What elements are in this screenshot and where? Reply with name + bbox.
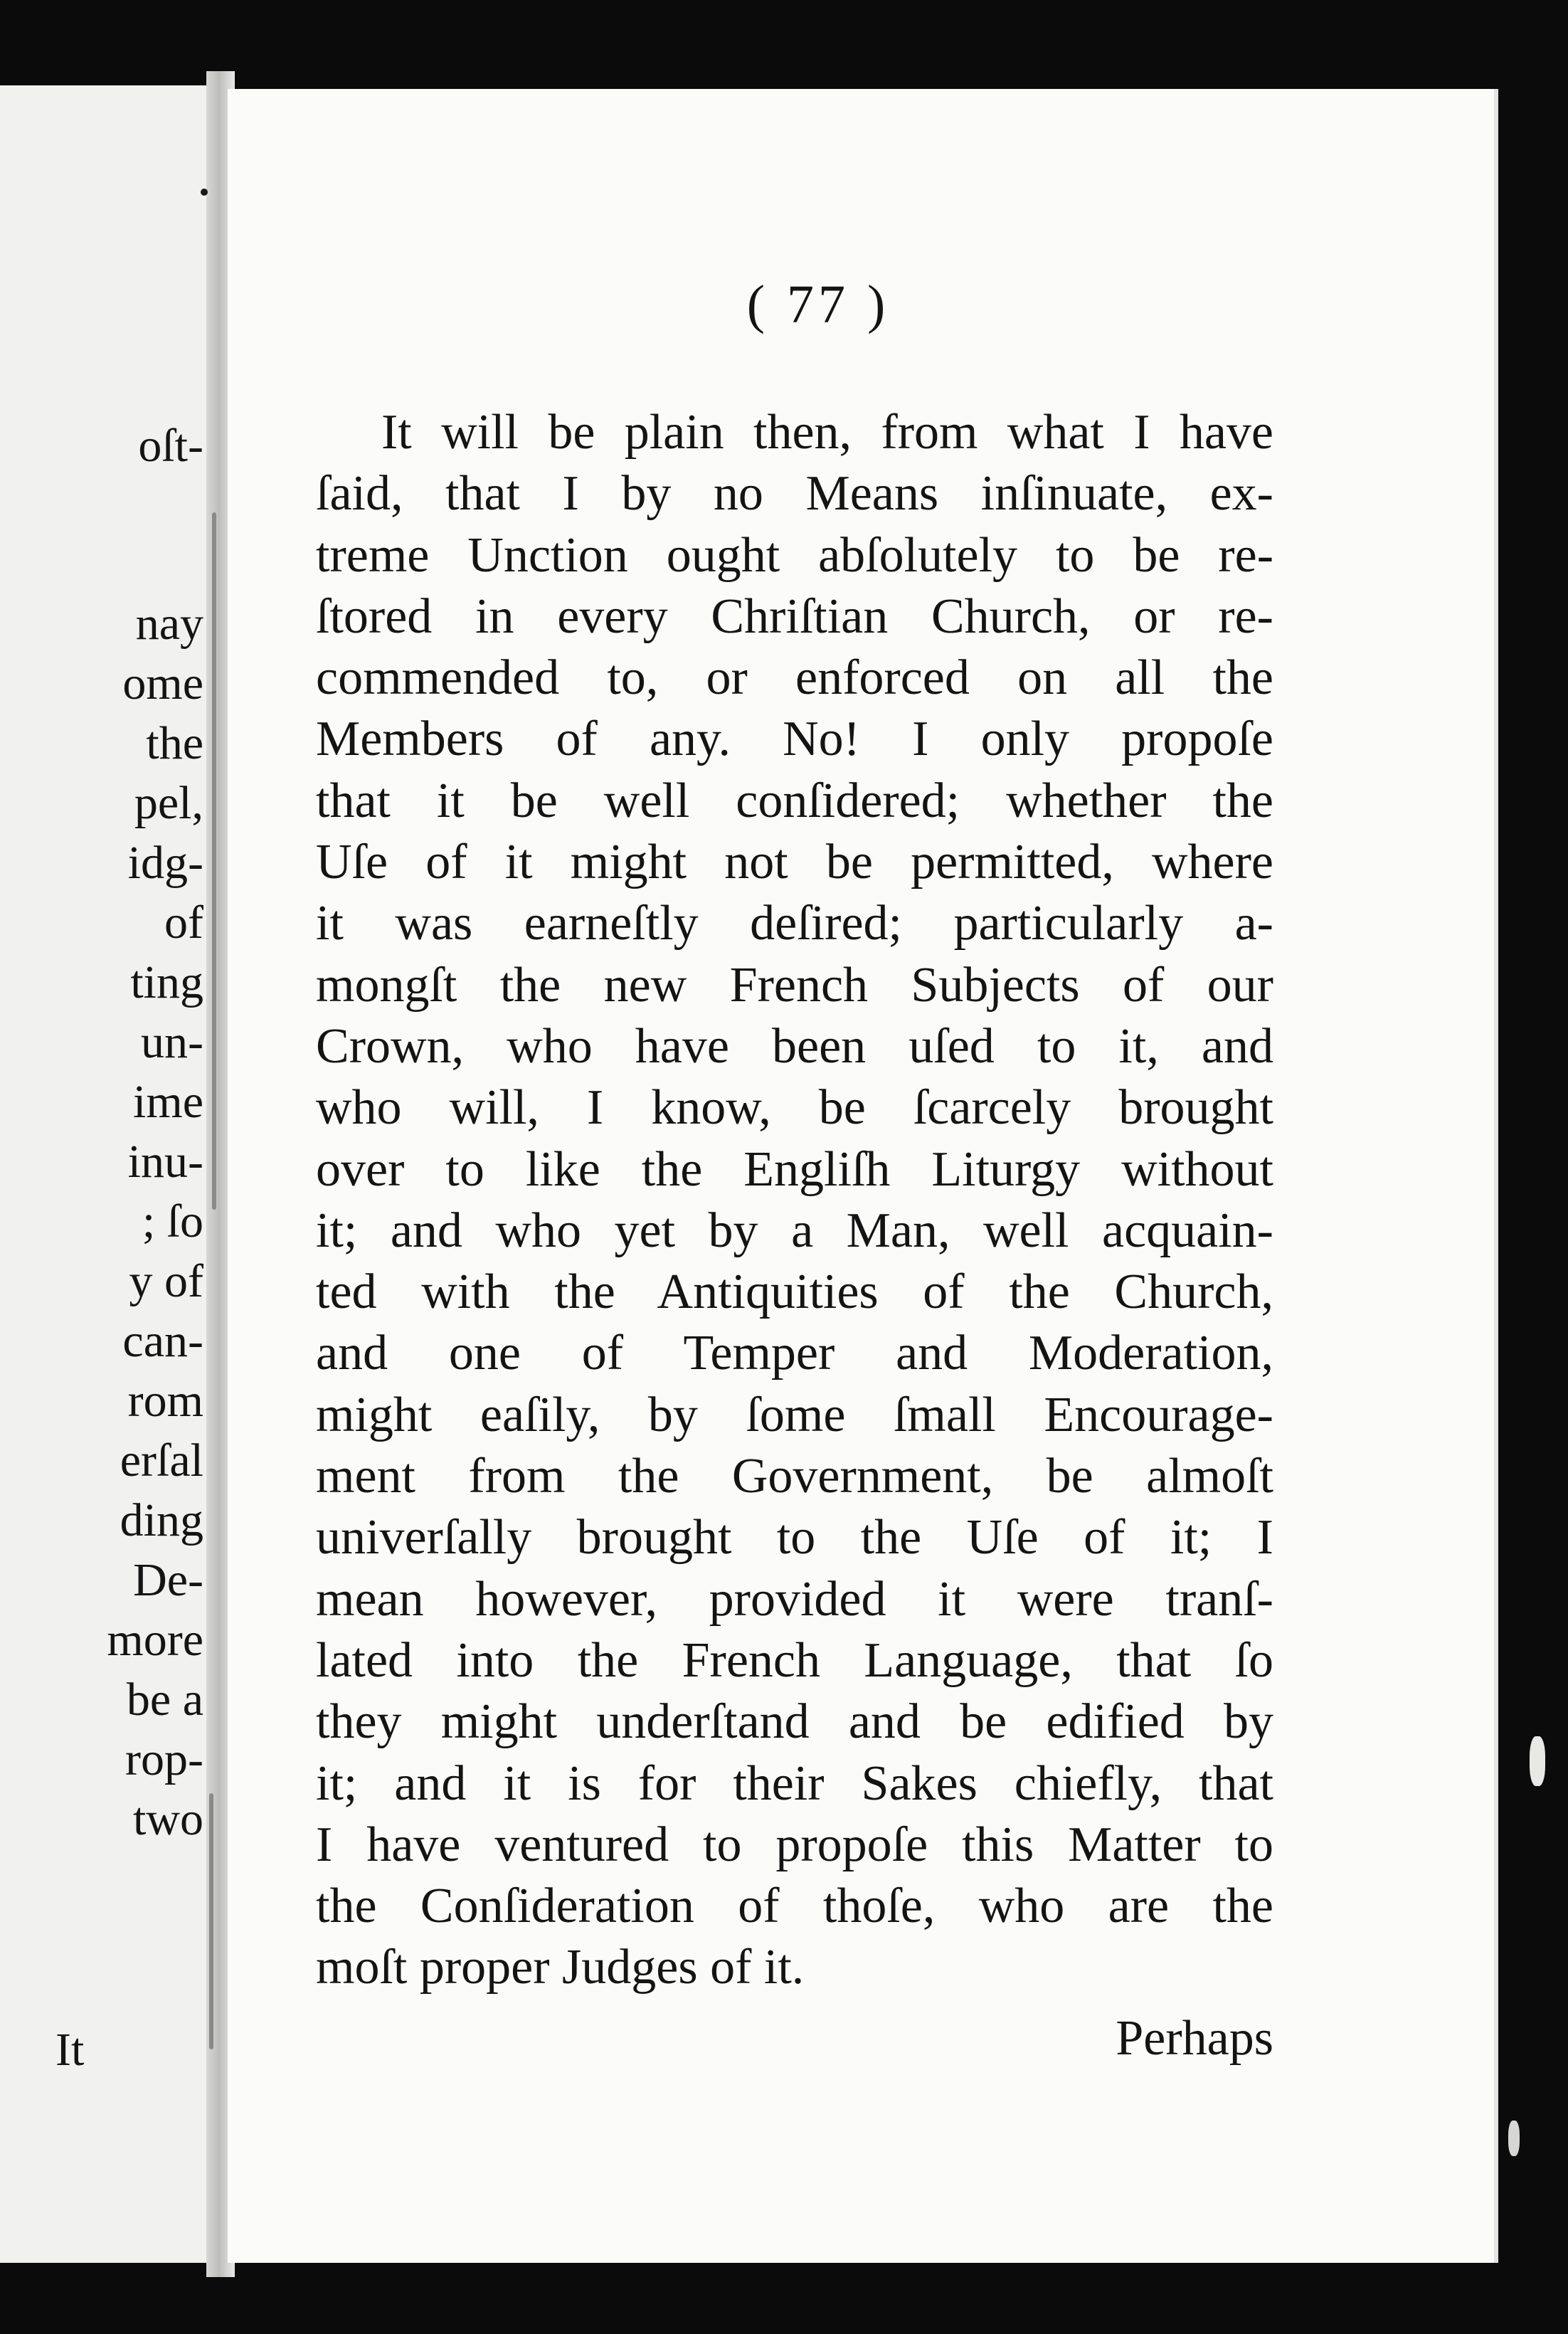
text-line: Members of any. No! I only propoſe <box>316 712 1273 767</box>
facing-line: pel, <box>134 777 203 829</box>
text-line: it; and who yet by a Man, well acquain- <box>316 1203 1273 1258</box>
spine-shadow <box>212 512 216 1210</box>
facing-catchword: It <box>55 2024 85 2076</box>
page-number: ( 77 ) <box>746 275 890 334</box>
text-line: might eaſily, by ſome ſmall Encourage- <box>316 1387 1273 1442</box>
text-line: lated into the French Language, that ſo <box>316 1632 1273 1688</box>
facing-line: oſt- <box>138 420 203 472</box>
facing-line: ting <box>130 956 203 1008</box>
facing-page-fragment <box>0 85 213 2263</box>
text-line: ted with the Antiquities of the Church, <box>316 1264 1273 1320</box>
facing-line: the <box>146 717 203 769</box>
text-line: it; and it is for their Sakes chiefly, that <box>316 1755 1273 1811</box>
text-line: Uſe of it might not be permitted, where <box>316 835 1273 890</box>
text-line: ſtored in every Chriſtian Church, or re- <box>316 588 1273 644</box>
text-line: univerſally brought to the Uſe of it; I <box>316 1510 1273 1565</box>
ink-speck <box>1530 1736 1545 1786</box>
facing-line: erſal <box>120 1435 203 1487</box>
facing-line: un- <box>141 1016 203 1068</box>
text-line: they might underſtand and be edified by <box>316 1694 1273 1750</box>
text-line: ſaid, that I by no Means inſinuate, ex- <box>316 466 1273 522</box>
text-line: I have ventured to propoſe this Matter to <box>316 1817 1273 1872</box>
text-line: mongſt the new French Subjects of our <box>316 957 1273 1013</box>
text-line: mean however, provided it were tranſ- <box>316 1571 1273 1627</box>
facing-line: more <box>107 1614 203 1666</box>
text-line: Crown, who have been uſed to it, and <box>316 1018 1273 1074</box>
facing-line: inu- <box>127 1136 203 1188</box>
text-line: it was earneſtly deſired; particularly a- <box>316 896 1273 951</box>
text-line: over to like the Engliſh Liturgy without <box>316 1141 1273 1197</box>
ink-speck <box>1508 2121 1520 2156</box>
text-line: It will be plain then, from what I have <box>381 405 1273 460</box>
text-line: who will, I know, be ſcarcely brought <box>316 1080 1273 1136</box>
book-page <box>228 89 1494 2263</box>
facing-line: ome <box>122 658 203 709</box>
text-line: and one of Temper and Moderation, <box>316 1326 1273 1381</box>
text-line: treme Unction ought abſolutely to be re- <box>316 527 1273 583</box>
facing-line: rop- <box>125 1733 203 1785</box>
facing-line: y of <box>129 1255 203 1307</box>
facing-line: ime <box>133 1076 203 1128</box>
text-line: the Conſideration of thoſe, who are the <box>316 1879 1273 1934</box>
text-line: commended to, or enforced on all the <box>316 650 1273 706</box>
facing-line: two <box>133 1793 203 1845</box>
facing-line: idg- <box>127 837 203 889</box>
facing-line: ; ſo <box>142 1195 203 1247</box>
spine-shadow <box>209 1793 213 2049</box>
facing-line: nay <box>135 598 203 650</box>
facing-line: ding <box>120 1494 203 1546</box>
facing-line: can- <box>122 1315 203 1367</box>
text-line: ment from the Government, be almoſt <box>316 1449 1273 1504</box>
facing-line: rom <box>127 1375 203 1427</box>
text-line: that it be well conſidered; whether the <box>316 773 1273 828</box>
facing-line: De- <box>133 1554 203 1606</box>
catchword: Perhaps <box>1116 2011 1273 2066</box>
facing-line: be a <box>126 1674 203 1726</box>
facing-line: of <box>164 897 203 949</box>
ink-speck <box>201 189 208 196</box>
body-paragraph <box>316 402 1273 1999</box>
text-line: moſt proper Judges of it. <box>316 1940 805 1995</box>
